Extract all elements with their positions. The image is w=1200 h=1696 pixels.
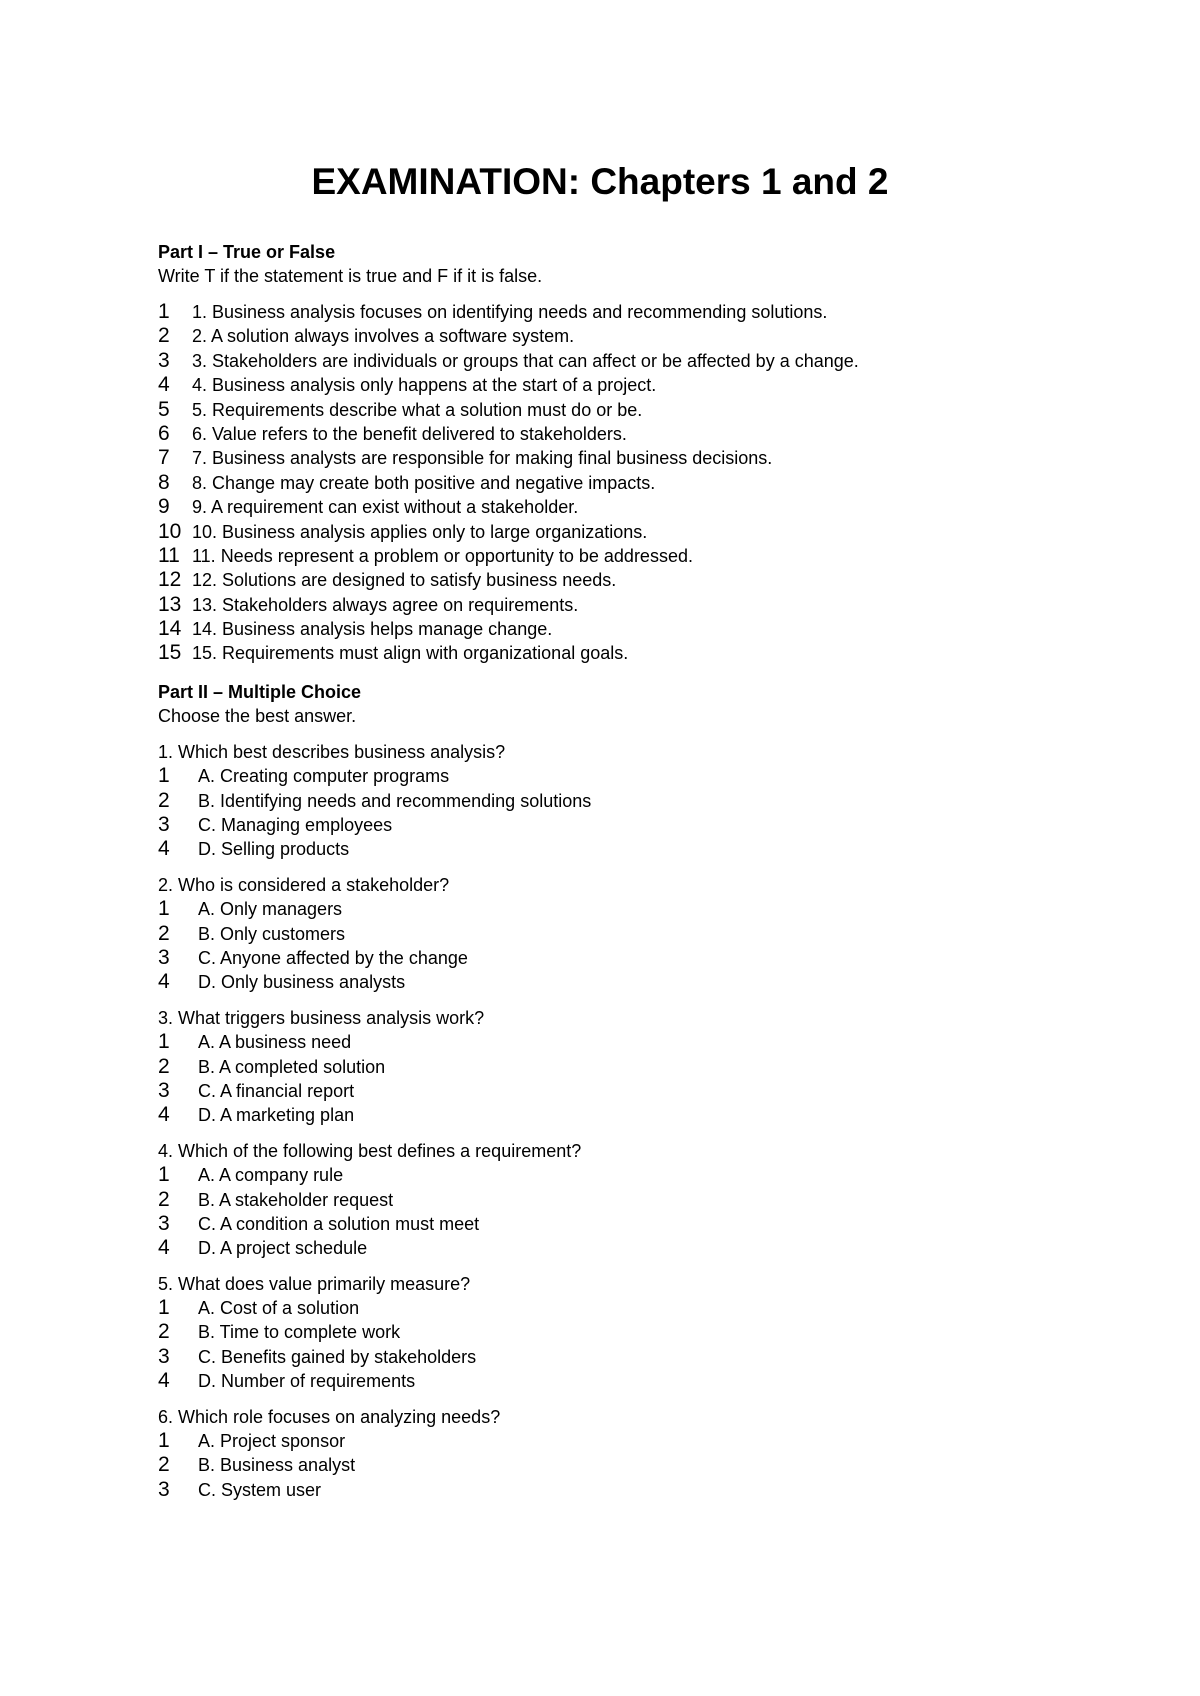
line-number: 3 (158, 348, 170, 372)
answer-option (158, 897, 1148, 921)
tf-item (158, 471, 1148, 495)
tf-statement: 3. Stakeholders are individuals or groups that can affect or be affected by a change. (192, 350, 859, 371)
option-text: C. A condition a solution must meet (198, 1213, 480, 1234)
tf-statement: 1. Business analysis focuses on identifying needs and recommending solutions. (192, 302, 828, 322)
part1-instruction: Write T if the statement is true and F if it is false. (158, 266, 543, 286)
tf-item (158, 398, 1148, 422)
line-number: 3 (158, 1078, 170, 1102)
tf-statement: 10. Business analysis applies only to large organizations. (192, 521, 648, 542)
line-number: 2 (158, 1054, 170, 1078)
answer-option (158, 813, 1148, 837)
multiple-choice-list (158, 740, 1148, 1502)
option-text: B. A completed solution (198, 1056, 386, 1077)
tf-item (158, 544, 1148, 568)
tf-statement: 5. Requirements describe what a solution must do or be. (192, 399, 643, 420)
answer-option (158, 1055, 1148, 1079)
tf-statement: 4. Business analysis only happens at the start of a project. (192, 375, 657, 396)
tf-statement: 14. Business analysis helps manage change. (192, 619, 553, 640)
tf-statement: 15. Requirements must align with organizational goals. (192, 643, 629, 664)
option-text: B. Business analyst (198, 1455, 356, 1476)
option-text: C. Benefits gained by stakeholders (198, 1346, 477, 1367)
line-number: 2 (158, 324, 170, 348)
line-number: 2 (158, 1187, 170, 1211)
answer-option (158, 1320, 1148, 1344)
tf-statement: 8. Change may create both positive and negative impacts. (192, 472, 656, 493)
option-text: C. Managing employees (198, 815, 393, 836)
tf-statement: 13. Stakeholders always agree on requirements. (192, 594, 579, 615)
line-number: 2 (158, 788, 170, 812)
tf-item (158, 446, 1148, 470)
tf-statement: 6. Value refers to the benefit delivered to stakeholders. (192, 423, 627, 444)
tf-item (158, 373, 1148, 397)
line-number: 3 (158, 945, 170, 969)
line-number: 3 (158, 1477, 170, 1501)
line-number: 3 (158, 1211, 170, 1235)
tf-item (158, 324, 1148, 348)
option-text: B. Only customers (198, 923, 346, 944)
line-number: 4 (158, 970, 170, 994)
line-number: 4 (158, 373, 170, 397)
option-text: D. A marketing plan (198, 1105, 355, 1126)
answer-option (158, 1296, 1148, 1320)
tf-item (158, 617, 1148, 641)
option-text: A. Only managers (198, 899, 343, 920)
question-text: 3. What triggers business analysis work? (158, 1007, 485, 1028)
line-number: 3 (158, 1344, 170, 1368)
line-number: 4 (158, 1103, 170, 1127)
answer-option (158, 1103, 1148, 1127)
part2-instruction: Choose the best answer. (158, 705, 357, 726)
line-number: 4 (158, 1236, 170, 1260)
option-text: A. Creating computer programs (198, 766, 450, 787)
page-title: EXAMINATION: Chapters 1 and 2 (311, 161, 889, 202)
answer-option (158, 1163, 1148, 1187)
answer-option (158, 1429, 1148, 1453)
tf-item (158, 349, 1148, 373)
answer-option (158, 1453, 1148, 1477)
tf-item (158, 641, 1148, 665)
line-number: 10 (158, 519, 182, 543)
line-number: 11 (158, 543, 180, 567)
line-number: 1 (158, 897, 170, 921)
line-number: 6 (158, 421, 170, 445)
line-number: 3 (158, 813, 170, 837)
line-number: 9 (158, 495, 170, 519)
question-text: 5. What does value primarily measure? (158, 1273, 471, 1294)
line-number: 8 (158, 470, 170, 494)
tf-item (158, 593, 1148, 617)
line-number: 7 (158, 446, 170, 470)
answer-option (158, 1212, 1148, 1236)
option-text: A. Project sponsor (198, 1431, 346, 1452)
answer-option (158, 970, 1148, 994)
option-text: D. A project schedule (198, 1238, 368, 1259)
answer-option (158, 1079, 1148, 1103)
tf-statement: 7. Business analysts are responsible for making final business decisions. (192, 448, 773, 469)
option-text: D. Selling products (198, 839, 350, 860)
option-text: B. Time to complete work (198, 1322, 401, 1343)
line-number: 2 (158, 1320, 170, 1344)
answer-option (158, 1478, 1148, 1502)
answer-option (158, 946, 1148, 970)
line-number: 1 (158, 300, 170, 323)
tf-item (158, 422, 1148, 446)
tf-statement: 2. A solution always involves a software system. (192, 326, 575, 347)
line-number: 2 (158, 921, 170, 945)
tf-statement: 11. Needs represent a problem or opportunity to be addressed. (192, 545, 693, 566)
answer-option (158, 1030, 1148, 1054)
option-text: B. Identifying needs and recommending solutions (198, 790, 592, 811)
answer-option (158, 837, 1148, 861)
answer-option (158, 1369, 1148, 1393)
line-number: 4 (158, 837, 170, 861)
true-false-list (158, 300, 1148, 666)
answer-option (158, 1236, 1148, 1260)
line-number: 12 (158, 568, 182, 592)
option-text: A. A business need (198, 1032, 352, 1053)
tf-item (158, 300, 1148, 324)
option-text: A. Cost of a solution (198, 1298, 360, 1319)
option-text: D. Number of requirements (198, 1371, 416, 1392)
part2-heading: Part II – Multiple Choice (158, 681, 362, 702)
line-number: 14 (158, 617, 182, 641)
question-text: 2. Who is considered a stakeholder? (158, 874, 450, 895)
line-number: 1 (158, 1296, 170, 1320)
tf-item (158, 568, 1148, 592)
tf-item (158, 520, 1148, 544)
tf-item (158, 495, 1148, 519)
option-text: D. Only business analysts (198, 972, 406, 993)
answer-option (158, 764, 1148, 788)
tf-statement: 9. A requirement can exist without a stakeholder. (192, 497, 579, 518)
line-number: 1 (158, 1030, 170, 1054)
line-number: 1 (158, 764, 170, 788)
answer-option (158, 1188, 1148, 1212)
line-number: 13 (158, 592, 182, 616)
option-text: A. A company rule (198, 1165, 344, 1186)
option-text: C. Anyone affected by the change (198, 947, 468, 968)
answer-option (158, 1345, 1148, 1369)
line-number: 5 (158, 397, 170, 421)
answer-option (158, 922, 1148, 946)
line-number: 1 (158, 1429, 170, 1453)
question-text: 4. Which of the following best defines a requirement? (158, 1140, 582, 1161)
line-number: 4 (158, 1369, 170, 1393)
option-text: C. System user (198, 1479, 322, 1500)
question-text: 6. Which role focuses on analyzing needs? (158, 1406, 501, 1427)
tf-statement: 12. Solutions are designed to satisfy business needs. (192, 570, 617, 591)
line-number: 2 (158, 1453, 170, 1477)
line-number: 1 (158, 1163, 170, 1187)
exam-content (158, 240, 1148, 1502)
option-text: B. A stakeholder request (198, 1189, 394, 1210)
question-text: 1. Which best describes business analysis? (158, 741, 506, 762)
answer-option (158, 789, 1148, 813)
option-text: C. A financial report (198, 1080, 355, 1101)
part1-heading: Part I – True or False (158, 242, 336, 262)
line-number: 15 (158, 641, 182, 665)
